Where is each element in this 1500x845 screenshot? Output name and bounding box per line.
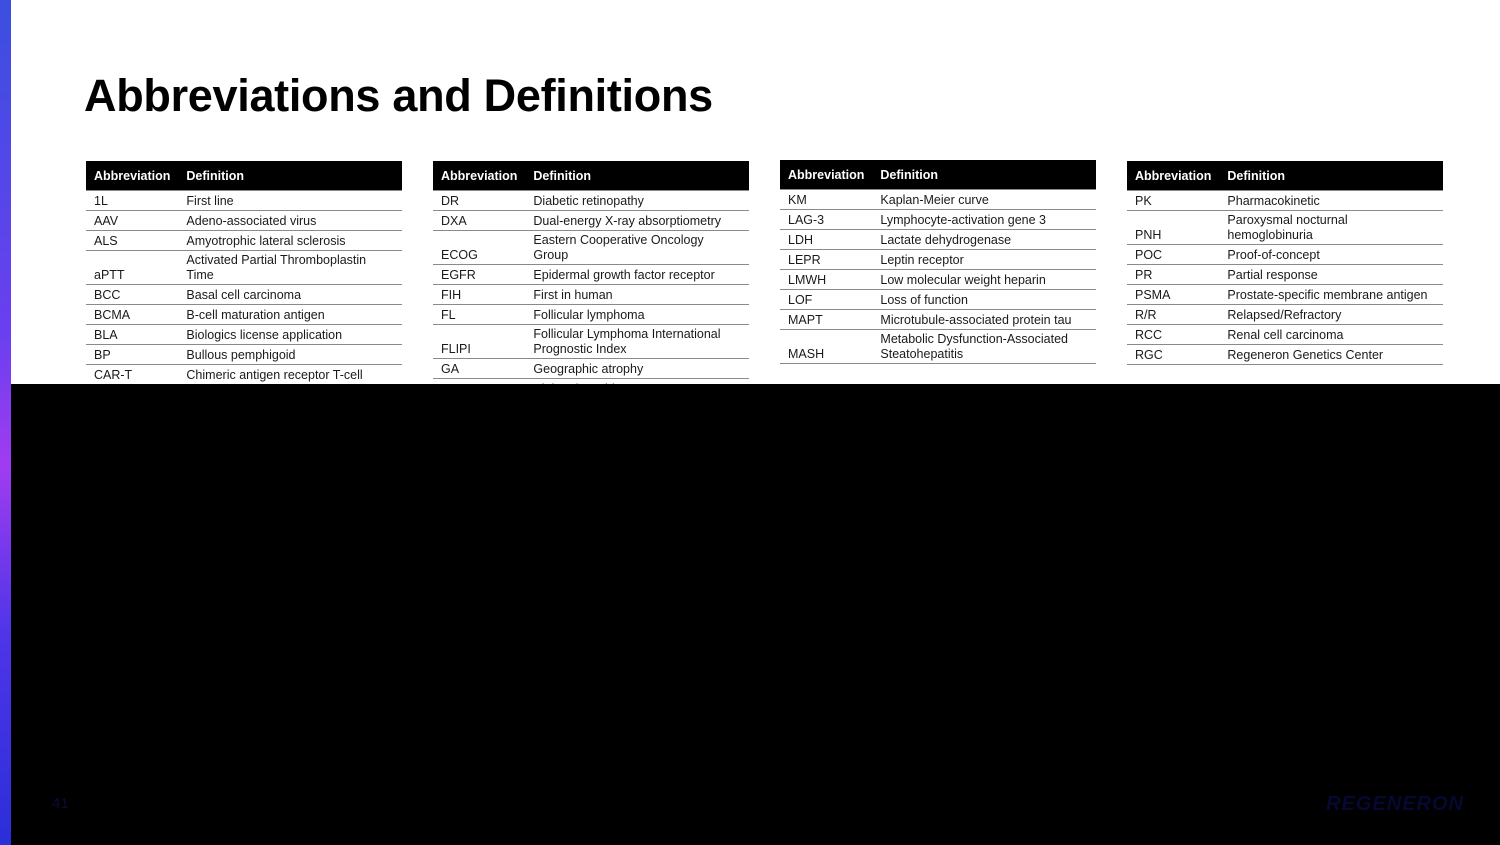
definition-cell: Relapsed/Refractory [1219, 305, 1443, 325]
regeneron-logo: REGENERON [1326, 793, 1464, 815]
table-row [433, 231, 749, 265]
table-row [780, 330, 1096, 364]
table-row [433, 359, 749, 379]
definition-cell: Geographic atrophy [525, 359, 749, 379]
header-definition: Definition [1219, 161, 1443, 191]
definition-cell: Renal cell carcinoma [1219, 325, 1443, 345]
table-row [86, 365, 402, 385]
table-row [780, 290, 1096, 310]
abbreviation-cell: BCC [86, 285, 178, 305]
table-row [780, 190, 1096, 210]
table-row [86, 345, 402, 365]
abbreviation-cell: PK [1127, 191, 1219, 211]
definition-cell: Epidermal growth factor receptor [525, 265, 749, 285]
table-row [86, 211, 402, 231]
table-row [1127, 245, 1443, 265]
abbreviation-cell: GA [433, 359, 525, 379]
page-number: 41 [52, 795, 69, 812]
abbreviation-cell: PR [1127, 265, 1219, 285]
table-row [1127, 265, 1443, 285]
definition-cell: Low molecular weight heparin [872, 270, 1096, 290]
definition-cell: Bullous pemphigoid [178, 345, 402, 365]
abbreviation-cell: ECOG [433, 231, 525, 265]
abbreviation-cell: LOF [780, 290, 872, 310]
definition-cell: Amyotrophic lateral sclerosis [178, 231, 402, 251]
abbreviation-cell: MASH [780, 330, 872, 364]
definition-cell: Proof-of-concept [1219, 245, 1443, 265]
definition-cell: Pharmacokinetic [1219, 191, 1443, 211]
abbreviations-table-2 [433, 161, 749, 399]
abbreviations-table-3 [780, 160, 1096, 364]
definition-cell: Prostate-specific membrane antigen [1219, 285, 1443, 305]
abbreviation-cell: FL [433, 305, 525, 325]
abbreviation-cell: DXA [433, 211, 525, 231]
definition-cell: Lymphocyte-activation gene 3 [872, 210, 1096, 230]
table-row [1127, 211, 1443, 245]
accent-bar [0, 0, 11, 845]
definition-cell: First in human [525, 285, 749, 305]
definition-cell: Kaplan-Meier curve [872, 190, 1096, 210]
abbreviation-cell: 1L [86, 191, 178, 211]
table-row [780, 230, 1096, 250]
abbreviation-cell: MAPT [780, 310, 872, 330]
definition-cell: Chimeric antigen receptor T-cell [178, 365, 402, 385]
abbreviation-cell: RCC [1127, 325, 1219, 345]
definition-cell: Adeno-associated virus [178, 211, 402, 231]
definition-cell: Diabetic retinopathy [525, 191, 749, 211]
definition-cell: Partial response [1219, 265, 1443, 285]
table-row [86, 231, 402, 251]
definition-cell: Activated Partial Thromboplastin Time [178, 251, 402, 285]
definition-cell: Dual-energy X-ray absorptiometry [525, 211, 749, 231]
abbreviation-cell: CAR-T [86, 365, 178, 385]
definition-cell: First line [178, 191, 402, 211]
redaction-overlay-notch [11, 400, 371, 845]
definition-cell: Follicular lymphoma [525, 305, 749, 325]
abbreviation-cell: PNH [1127, 211, 1219, 245]
page-title: Abbreviations and Definitions [84, 70, 713, 121]
abbreviations-table-1 [86, 161, 402, 405]
table-row [433, 191, 749, 211]
abbreviation-cell: POC [1127, 245, 1219, 265]
table-row [86, 251, 402, 285]
table-row [1127, 191, 1443, 211]
table-row [433, 211, 749, 231]
abbreviation-cell: BLA [86, 325, 178, 345]
table-row [433, 325, 749, 359]
definition-cell: Follicular Lymphoma International Prognostic Index [525, 325, 749, 359]
abbreviation-cell: PSMA [1127, 285, 1219, 305]
table-row [86, 285, 402, 305]
abbreviation-cell: KM [780, 190, 872, 210]
table-row [1127, 305, 1443, 325]
header-abbreviation: Abbreviation [433, 161, 525, 191]
abbreviation-cell: ALS [86, 231, 178, 251]
table-row [780, 210, 1096, 230]
definition-cell: Lactate dehydrogenase [872, 230, 1096, 250]
abbreviation-cell: LMWH [780, 270, 872, 290]
abbreviation-cell: RGC [1127, 345, 1219, 365]
header-abbreviation: Abbreviation [780, 160, 872, 190]
abbreviations-table-4 [1127, 161, 1443, 365]
table-row [86, 325, 402, 345]
abbreviation-cell: BP [86, 345, 178, 365]
header-abbreviation: Abbreviation [86, 161, 178, 191]
abbreviation-cell: LDH [780, 230, 872, 250]
abbreviation-cell: LEPR [780, 250, 872, 270]
abbreviation-cell: EGFR [433, 265, 525, 285]
header-definition: Definition [872, 160, 1096, 190]
definition-cell: B-cell maturation antigen [178, 305, 402, 325]
table-row [433, 265, 749, 285]
abbreviation-cell: aPTT [86, 251, 178, 285]
definition-cell: Biologics license application [178, 325, 402, 345]
table-row [433, 305, 749, 325]
table-row [1127, 345, 1443, 365]
definition-cell: Regeneron Genetics Center [1219, 345, 1443, 365]
abbreviation-cell: AAV [86, 211, 178, 231]
definition-cell: Loss of function [872, 290, 1096, 310]
table-row [780, 250, 1096, 270]
abbreviation-cell: R/R [1127, 305, 1219, 325]
table-row [86, 191, 402, 211]
table-row [1127, 285, 1443, 305]
abbreviation-cell: DR [433, 191, 525, 211]
definition-cell: Leptin receptor [872, 250, 1096, 270]
table-row [433, 285, 749, 305]
definition-cell: Eastern Cooperative Oncology Group [525, 231, 749, 265]
abbreviation-cell: LAG-3 [780, 210, 872, 230]
definition-cell: Metabolic Dysfunction-Associated Steatohepatitis [872, 330, 1096, 364]
definition-cell: Paroxysmal nocturnal hemoglobinuria [1219, 211, 1443, 245]
definition-cell: Microtubule-associated protein tau [872, 310, 1096, 330]
table-row [780, 310, 1096, 330]
header-definition: Definition [178, 161, 402, 191]
abbreviation-cell: FLIPI [433, 325, 525, 359]
abbreviation-cell: BCMA [86, 305, 178, 325]
header-abbreviation: Abbreviation [1127, 161, 1219, 191]
header-definition: Definition [525, 161, 749, 191]
table-row [780, 270, 1096, 290]
definition-cell: Basal cell carcinoma [178, 285, 402, 305]
table-row [86, 305, 402, 325]
table-row [1127, 325, 1443, 345]
abbreviation-cell: FIH [433, 285, 525, 305]
